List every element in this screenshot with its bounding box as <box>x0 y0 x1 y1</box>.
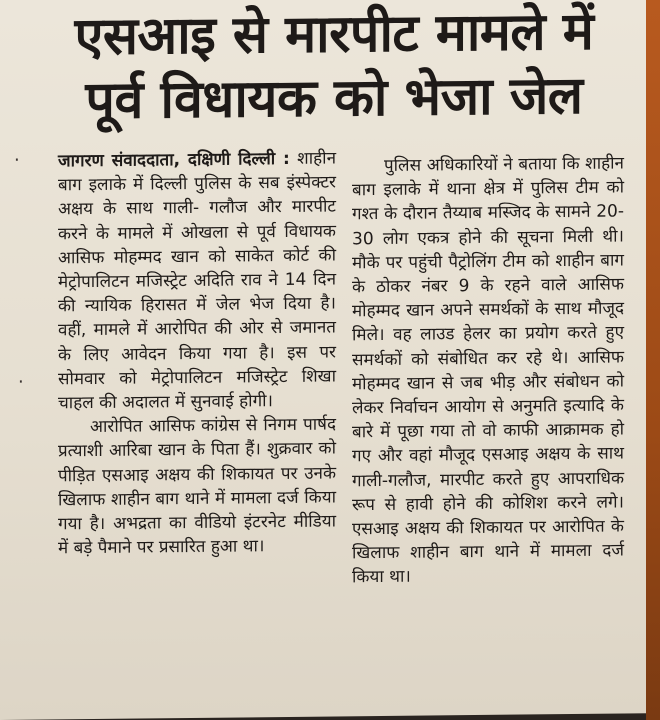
headline-line-2: पूर्व विधायक को भेजा जेल <box>85 65 583 132</box>
print-speck: · <box>14 149 20 171</box>
print-speck: · <box>18 371 24 393</box>
headline-line-1: एसआइ से मारपीट मामले में <box>74 1 594 68</box>
byline: जागरण संवाददाता, दक्षिणी दिल्ली : <box>58 148 290 172</box>
article-paragraph: आरोपित आसिफ कांग्रेस से निगम पार्षद प्रत्याशी आरिबा खान के पिता हैं। शुक्रवार को पीड़ित एसआइ अक्षय की शिकायत पर उनके खिलाफ शाहीन बाग थाने में मामला दर्ज किया गया है। अभद्रता का वीडियो इंटरनेट मीडिया में बड़े पैमाने पर प्रसारित हुआ था। <box>58 414 336 559</box>
article-paragraph: पुलिस अधिकारियों ने बताया कि शाहीन बाग इलाके में थाना क्षेत्र में पुलिस टीम को गश्त के दौरान तैय्याब मस्जिद के सामने 20-30 लोग एकत्र होने की सूचना मिली थी। मौके पर पहुंची पैट्रोलिंग टीम को शाहीन बाग के ठोकर नंबर 9 के रहने वाले आसिफ मोहम्मद खान अपने समर्थकों के साथ मौजूद मिले। वह लाउड हेलर का प्रयोग करते हुए समर्थकों को संबोधित कर रहे थे। आसिफ मोहम्मद खान से जब भीड़ और संबोधन को लेकर निर्वाचन आयोग से अनुमति इत्यादि के बारे में पूछा गया तो वो काफी आक्रामक हो गए और वहां मौजूद एसआइ अक्षय के साथ गाली-गलौज, मारपीट करते हुए आपराधिक रूप से हावी होने की कोशिश करने लगे। एसआइ अक्षय की शिकायत पर आरोपित के खिलाफ शाहीन बाग थाने में मामला दर्ज किया था। <box>352 153 624 588</box>
page-edge-strip <box>646 0 660 720</box>
article-column-left <box>58 146 336 560</box>
paragraph-text: शाहीन बाग इलाके में दिल्ली पुलिस के सब इंस्पेक्टर अक्षय के साथ गाली- गलौज और मारपीट करने के मामले में ओखला से पूर्व विधायक आसिफ मोहम्मद खान को साकेत कोर्ट की मेट्रोपालिटन मजिस्ट्रेट अदिति राव ने 14 दिन की न्यायिक हिरासत में जेल भेज दिया है। वहीं, मामले में आरोपित की ओर से जमानत के लिए आवेदन किया गया है। इस पर सोमवार को मेट्रोपालिटन मजिस्ट्रेट शिखा चाहल की अदालत में सुनवाई होगी। <box>58 148 336 414</box>
article-paragraph <box>58 146 336 415</box>
headline <box>54 0 614 133</box>
article-column-right <box>352 151 624 590</box>
